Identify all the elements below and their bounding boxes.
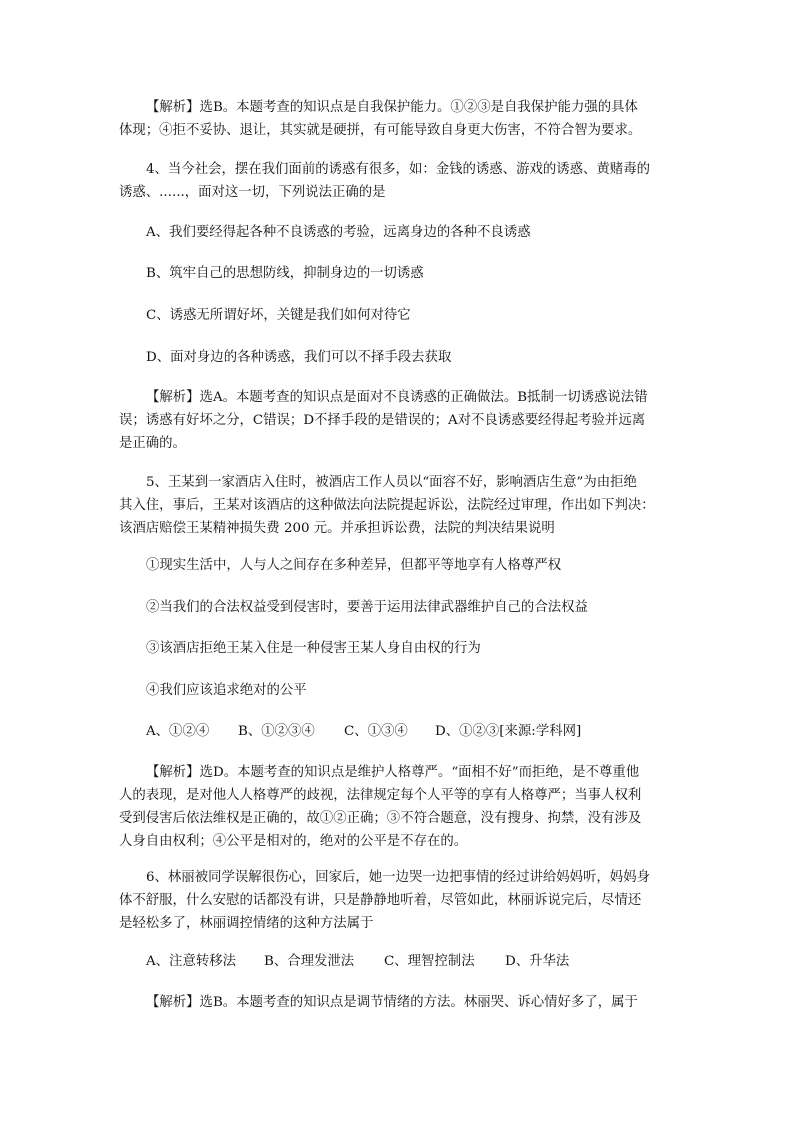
text-line: 4、当今社会，摆在我们面前的诱惑有很多，如：金钱的诱惑、游戏的诱惑、黄赌毒的 (146, 162, 650, 177)
question-5-stem (119, 471, 675, 540)
text-line: 人的表现，是对他人人格尊严的歧视，法律规定每个人平等的享有人格尊严；当事人权利 (119, 788, 642, 803)
question-6-options (119, 950, 675, 973)
text-line: 受到侵害后依法维权是正确的，故①②正确；③不符合题意，没有搜身、拘禁，没有涉及 (119, 811, 642, 826)
answer-analysis-q6 (119, 991, 675, 1014)
question-5-statement-2 (119, 596, 675, 619)
text-line: 6、林丽被同学误解很伤心，回家后，她一边哭一边把事情的经过讲给妈妈听，妈妈身 (146, 870, 650, 885)
question-5-options (119, 720, 675, 743)
q5-option-c: C、①③④ (344, 724, 408, 739)
question-4-stem (119, 158, 675, 204)
text-line: 该酒店赔偿王某精神损失费 200 元。并承担诉讼费，法院的判决结果说明 (119, 521, 555, 536)
q6-option-d: D、升华法 (505, 954, 570, 969)
text-line: 【解析】选B。本题考查的知识点是调节情绪的方法。林丽哭、诉心情好多了，属于 (146, 995, 638, 1010)
text-line: 诱惑、......，面对这一切，下列说法正确的是 (119, 185, 386, 200)
question-4-option-c (119, 304, 675, 327)
text-line: ④我们应该追求绝对的公平 (146, 683, 307, 698)
question-5-statement-1 (119, 554, 675, 577)
text-line: A、我们要经得起各种不良诱惑的考验，远离身边的各种不良诱惑 (146, 225, 531, 240)
text-line: 是正确的。 (119, 436, 186, 451)
question-4-option-b (119, 262, 675, 285)
question-5-statement-4 (119, 679, 675, 702)
text-line: ③该酒店拒绝王某入住是一种侵害王某人身自由权的行为 (146, 641, 481, 656)
question-5-statement-3 (119, 637, 675, 660)
q6-option-c: C、理智控制法 (384, 954, 475, 969)
text-line: ①现实生活中，人与人之间存在多种差异，但都平等地享有人格尊严权 (146, 558, 562, 573)
text-line: D、面对身边的各种诱惑，我们可以不择手段去获取 (146, 350, 452, 365)
text-line: 是轻松多了，林丽调控情绪的这种方法属于 (119, 916, 374, 931)
text-line: 【解析】选D。本题考查的知识点是维护人格尊严。“面相不好”而拒绝，是不尊重他 (146, 765, 640, 780)
question-4-option-a (119, 221, 675, 244)
answer-analysis-q5 (119, 761, 675, 853)
question-4-option-d (119, 346, 675, 369)
text-line: 5、王某到一家酒店入住时，被酒店工作人员以“面容不好，影响酒店生意”为由拒绝 (146, 475, 637, 490)
question-6-stem (119, 866, 675, 935)
q5-option-b: B、①②③④ (238, 724, 315, 739)
q6-option-a: A、注意转移法 (146, 954, 237, 969)
text-line: B、筑牢自己的思想防线，抑制身边的一切诱惑 (146, 266, 424, 281)
text-line: 误；诱惑有好坏之分，C错误；D不择手段的是错误的；A对不良诱惑要经得起考验并远离 (119, 413, 646, 428)
text-line: 其入住，事后，王某对该酒店的这种做法向法院提起诉讼，法院经过审理，作出如下判决： (119, 498, 655, 513)
text-line: 人身自由权利；④公平是相对的，绝对的公平是不存在的。 (119, 834, 468, 849)
text-line: 【解析】选B。本题考查的知识点是自我保护能力。①②③是自我保护能力强的具体 (146, 100, 638, 115)
q5-option-d: D、①②③[来源:学科网] (435, 724, 582, 739)
text-line: 【解析】选A。本题考查的知识点是面对不良诱惑的正确做法。B抵制一切诱惑说法错 (146, 390, 648, 405)
q6-option-b: B、合理发泄法 (264, 954, 355, 969)
answer-analysis-q4 (119, 386, 675, 455)
answer-analysis-q3 (119, 96, 675, 142)
text-line: C、诱惑无所谓好坏，关键是我们如何对待它 (146, 308, 411, 323)
q5-option-a: A、①②④ (146, 724, 210, 739)
text-line: ②当我们的合法权益受到侵害时，要善于运用法律武器维护自己的合法权益 (146, 600, 588, 615)
text-line: 体不舒服，什么安慰的话都没有讲，只是静静地听着，尽管如此，林丽诉说完后，尽情还 (119, 893, 642, 908)
text-line: 体现；④拒不妥协、退让，其实就是硬拼，有可能导致自身更大伤害，不符合智为要求。 (119, 123, 642, 138)
